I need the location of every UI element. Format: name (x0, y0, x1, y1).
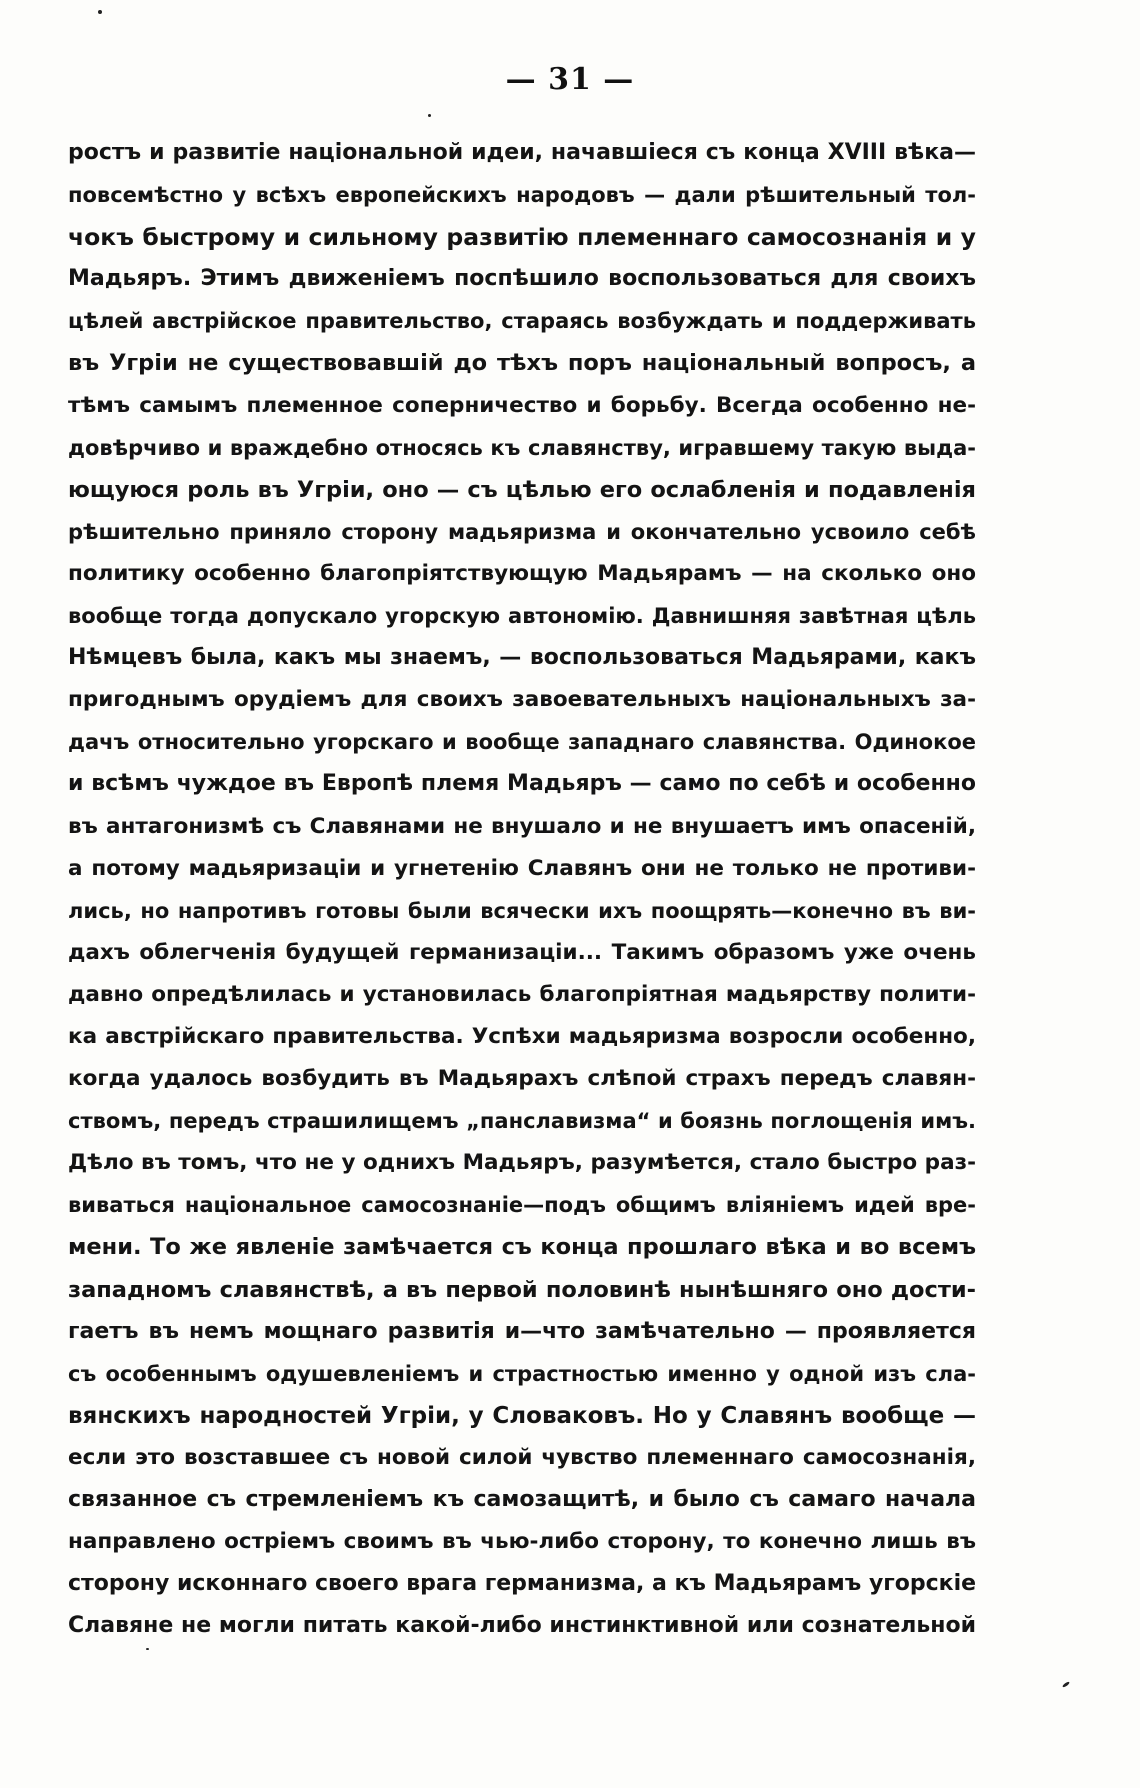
text-line: ствомъ, передъ страшилищемъ „панславизма“ и боязнь поглощенія имъ. (68, 1109, 976, 1134)
text-line: тѣмъ самымъ племенное соперничество и борьбу. Всегда особенно не- (68, 392, 976, 418)
text-line: въ антагонизмѣ съ Славянами не внушало и не внушаетъ имъ опасеній, (68, 813, 976, 839)
text-line: Дѣло въ томъ, что не у однихъ Мадьяръ, разумѣется, стало быстро раз- (68, 1150, 976, 1176)
text-line: связанное съ стремленіемъ къ самозащитѣ, и было съ самаго начала (68, 1487, 976, 1512)
text-line: гаетъ въ немъ мощнаго развитія и—что замѣчательно — проявляется (68, 1318, 976, 1344)
text-line: ка австрійскаго правительства. Успѣхи мадьяризма возросли особенно, (68, 1023, 976, 1049)
text-line: съ особеннымъ одушевленіемъ и страстностью именно у одной изъ сла- (68, 1361, 976, 1386)
text-line: когда удалось возбудить въ Мадьярахъ слѣпой страхъ передъ славян- (68, 1066, 976, 1092)
text-line: а потому мадьяризаціи и угнетенію Славянъ они не только не противи- (68, 855, 976, 881)
text-line: ростъ и развитіе національной идеи, начавшіеся съ конца XVIII вѣка— (68, 140, 976, 165)
text-line: западномъ славянствѣ, а въ первой половинѣ нынѣшняго оно дости- (68, 1276, 976, 1303)
text-line: вообще тогда допускало угорскую автономію. Давнишняя завѣтная цѣль (68, 604, 976, 629)
scan-speck (98, 10, 102, 14)
text-line: направлено остріемъ своимъ въ чью-либо сторону, то конечно лишь въ (68, 1529, 976, 1555)
text-line: дахъ облегченія будущей германизаціи... Такимъ образомъ уже очень (68, 939, 976, 965)
text-line: вянскихъ народностей Угріи, у Словаковъ. Но у Славянъ вообще — (68, 1402, 976, 1429)
body-text (68, 132, 976, 1647)
text-line: ющуюся роль въ Угріи, оно — съ цѣлью его ослабленія и подавленія (68, 476, 976, 503)
scan-speck (428, 114, 431, 117)
text-line: если это возставшее съ новой силой чувство племеннаго самосознанія, (68, 1444, 976, 1470)
text-line: лись, но напротивъ готовы были всячески ихъ поощрять—конечно въ ви- (68, 898, 976, 923)
scan-speck (1062, 1681, 1070, 1688)
text-line: дачъ относительно угорскаго и вообще западнаго славянства. Одинокое (68, 730, 976, 755)
text-line: сторону исконнаго своего врага германизма, а къ Мадьярамъ угорскіе (68, 1571, 976, 1597)
text-line: Мадьяръ. Этимъ движеніемъ поспѣшило воспользоваться для своихъ (68, 266, 976, 292)
text-line: пригоднымъ орудіемъ для своихъ завоевательныхъ національныхъ за- (68, 687, 976, 713)
text-line: довѣрчиво и враждебно относясь къ славянству, игравшему такую выда- (68, 435, 976, 460)
text-line: рѣшительно приняло сторону мадьяризма и окончательно усвоило себѣ (68, 519, 976, 544)
text-line: въ Угріи не существовавшій до тѣхъ поръ національный вопросъ, а (68, 350, 976, 377)
text-line: политику особенно благопріятствующую Мадьярамъ — на сколько оно (68, 560, 976, 586)
text-line: чокъ быстрому и сильному развитію племеннаго самосознанія и у (68, 223, 976, 252)
text-line: Славяне не могли питать какой-либо инстинктивной или сознательной (68, 1613, 976, 1639)
text-line: и всѣмъ чуждое въ Европѣ племя Мадьяръ — само по себѣ и особенно (68, 771, 976, 797)
text-line: повсемѣстно у всѣхъ европейскихъ народовъ — дали рѣшительный тол- (68, 183, 976, 208)
page-number: — 31 — (505, 62, 635, 97)
text-line: мени. То же явленіе замѣчается съ конца прошлаго вѣка и во всемъ (68, 1234, 976, 1261)
text-line: давно опредѣлилась и установилась благопріятная мадьярству полити- (68, 981, 976, 1007)
scan-speck (146, 1648, 149, 1650)
text-line: виваться національное самосознаніе—подъ общимъ вліяніемъ идей вре- (68, 1193, 976, 1218)
text-line: Нѣмцевъ была, какъ мы знаемъ, — воспользоваться Мадьярами, какъ (68, 645, 976, 671)
text-line: цѣлей австрійское правительство, стараясь возбуждать и поддерживать (68, 309, 976, 334)
